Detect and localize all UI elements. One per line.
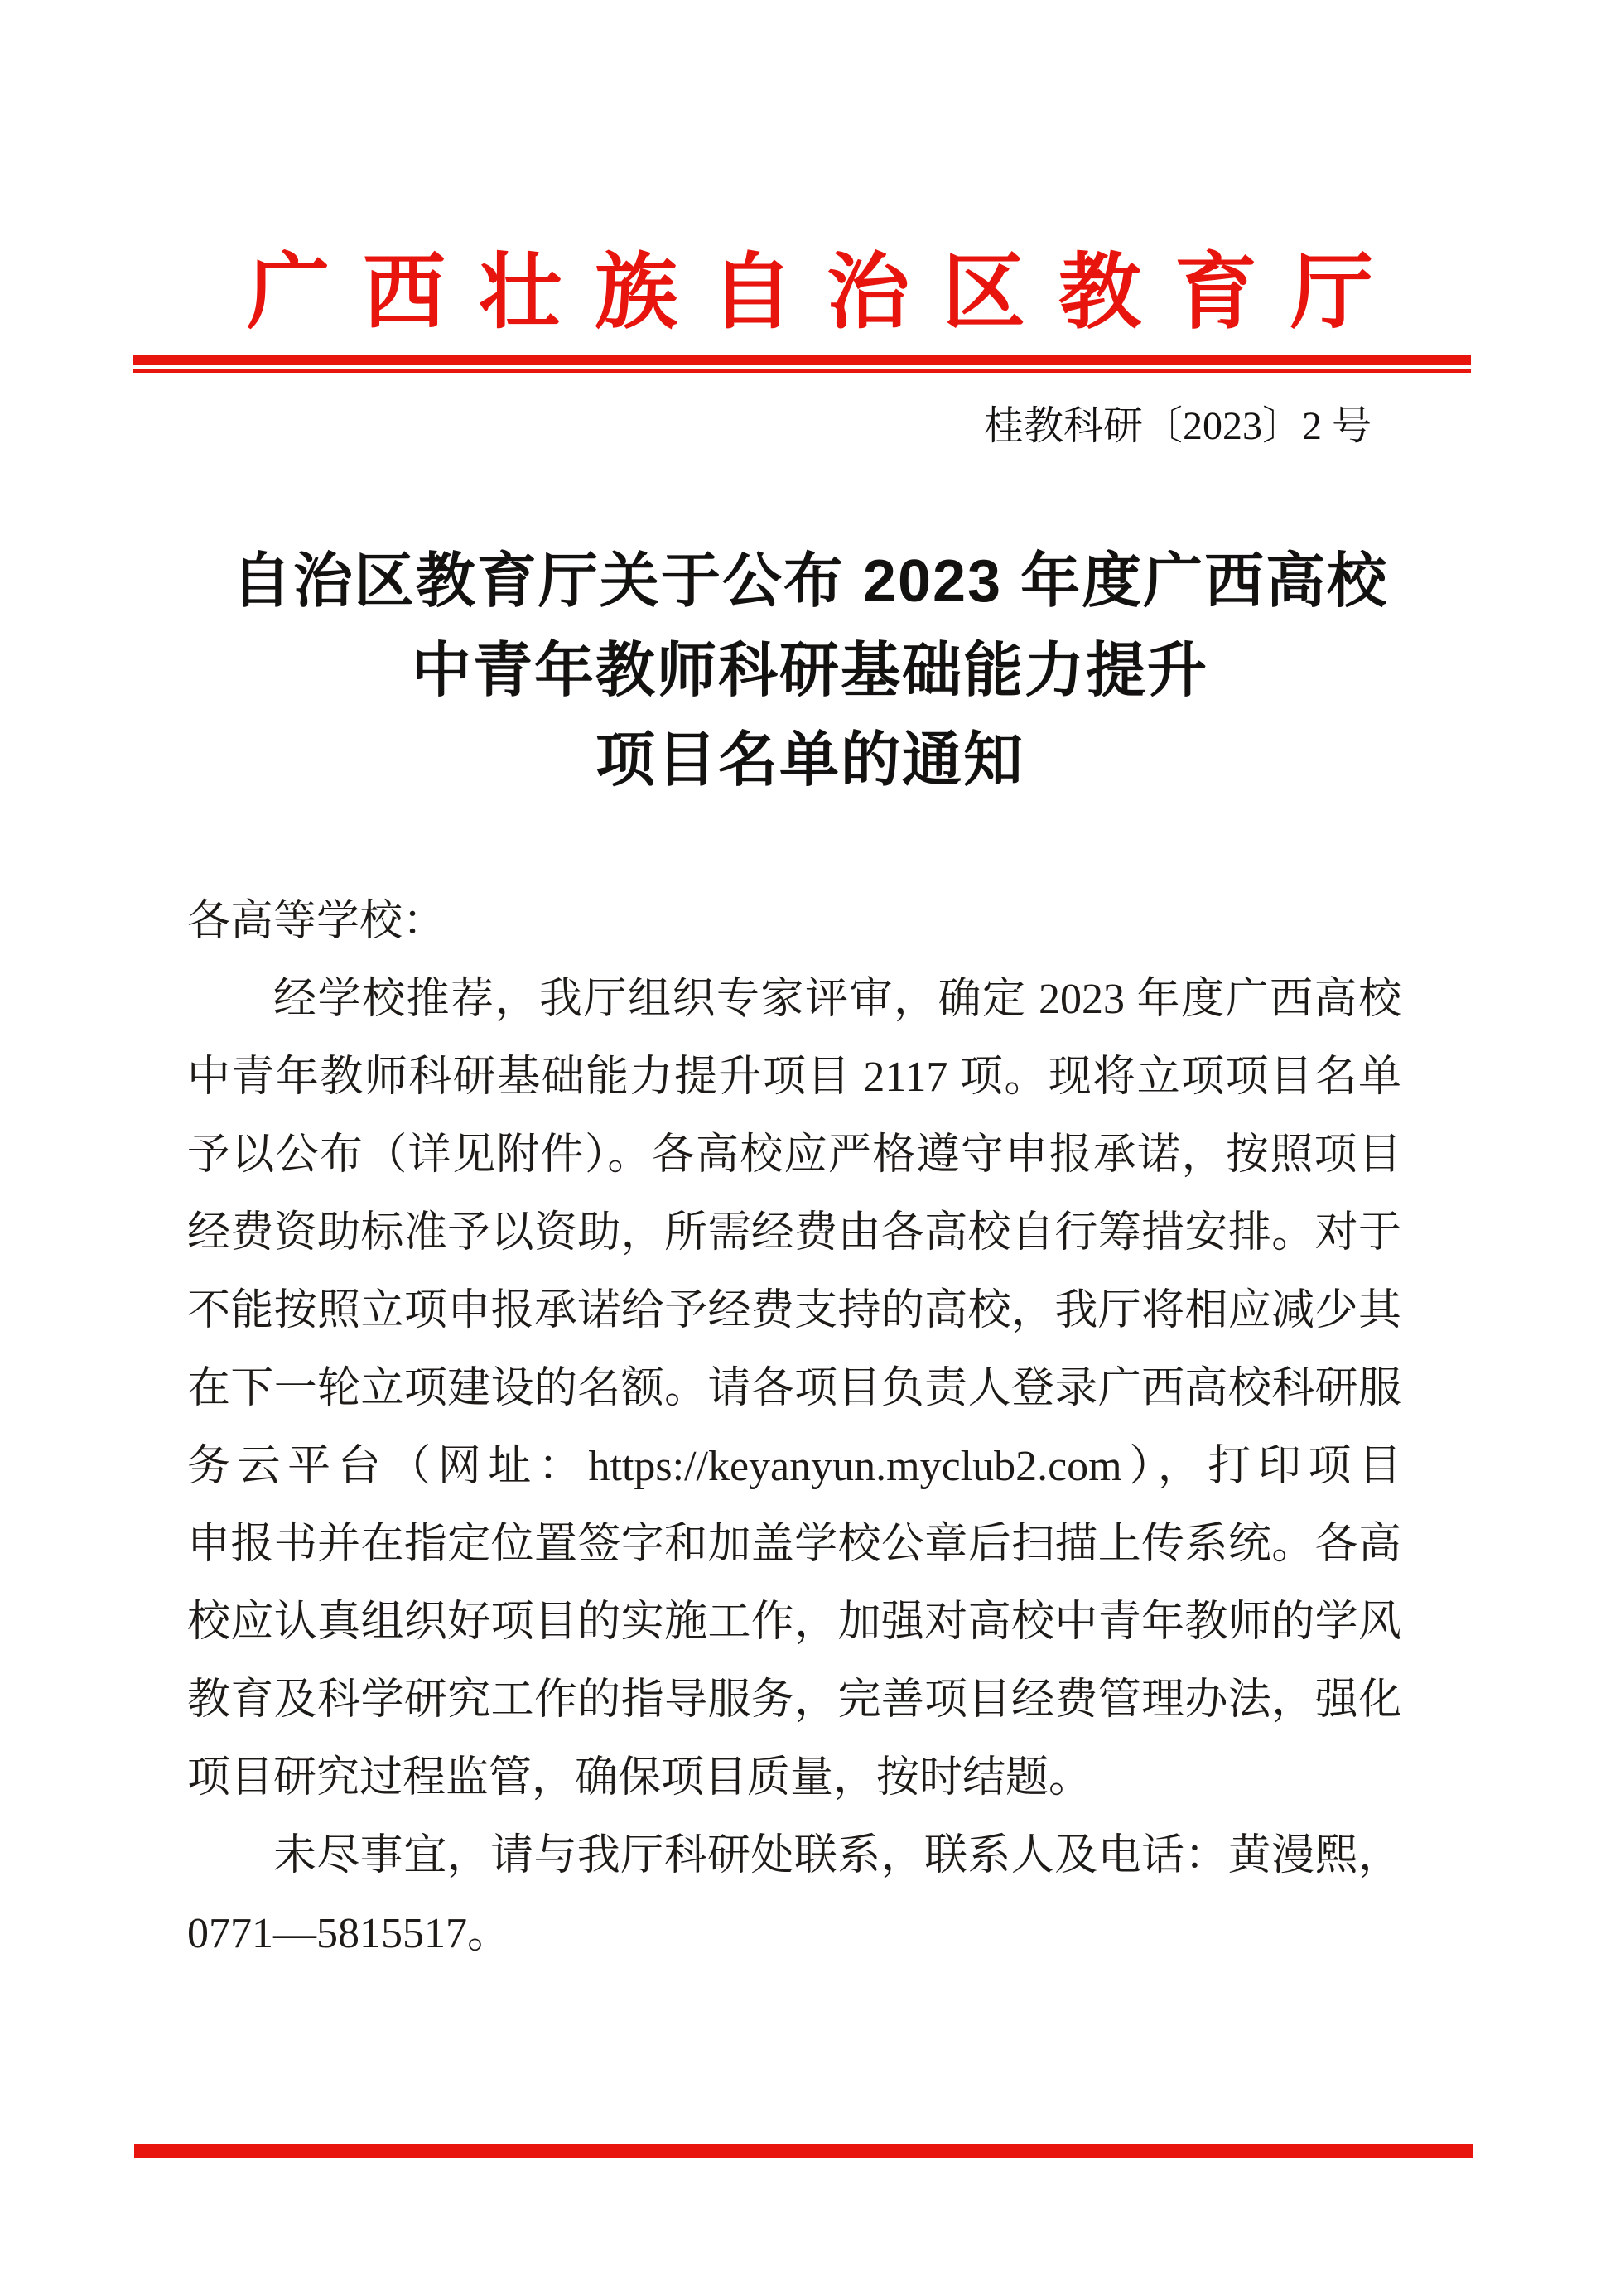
- body-line: 务云平台（网址：https://keyanyun.myclub2.com），打印项目: [187, 1443, 1401, 1490]
- title-line: 中青年教师科研基础能力提升: [411, 638, 1208, 704]
- agency-letterhead-text: 广西壮族自治区教育厅: [247, 247, 1406, 339]
- body-line: 项目研究过程监管，确保项目质量，按时结题。: [187, 1754, 1092, 1802]
- document-body: [187, 883, 1401, 1973]
- body-line: 经费资助标准予以资助，所需经费由各高校自行筹措安排。对于: [187, 1209, 1401, 1257]
- agency-letterhead: [0, 247, 1620, 340]
- body-line: 0771—5815517。: [187, 1910, 511, 1957]
- title-line: 自治区教育厅关于公布 2023 年度广西高校: [231, 548, 1389, 615]
- body-line: 中青年教师科研基础能力提升项目 2117 项。现将立项项目名单: [187, 1054, 1401, 1101]
- body-line: 经学校推荐，我厅组织专家评审，确定 2023 年度广西高校: [273, 976, 1401, 1023]
- document-number: 桂教科研〔2023〕2 号: [983, 404, 1372, 448]
- body-line: 不能按照立项申报承诺给予经费支持的高校，我厅将相应减少其: [187, 1287, 1401, 1334]
- footer-divider: [134, 2144, 1473, 2158]
- body-line: 申报书并在指定位置签字和加盖学校公章后扫描上传系统。各高: [187, 1521, 1401, 1568]
- body-line: 校应认真组织好项目的实施工作，加强对高校中青年教师的学风: [187, 1599, 1401, 1646]
- body-line: 教育及科学研究工作的指导服务，完善项目经费管理办法，强化: [187, 1676, 1401, 1724]
- title-line: 项目名单的通知: [595, 727, 1025, 793]
- body-line: 予以公布（详见附件）。各高校应严格遵守申报承诺，按照项目: [187, 1131, 1401, 1179]
- body-line: 在下一轮立项建设的名额。请各项目负责人登录广西高校科研服: [187, 1365, 1401, 1412]
- salutation: 各高等学校：: [187, 898, 446, 945]
- body-line: 未尽事宜，请与我厅科研处联系，联系人及电话：黄漫熙，: [273, 1832, 1401, 1879]
- document-title: [0, 537, 1620, 805]
- letterhead-divider: [133, 355, 1471, 373]
